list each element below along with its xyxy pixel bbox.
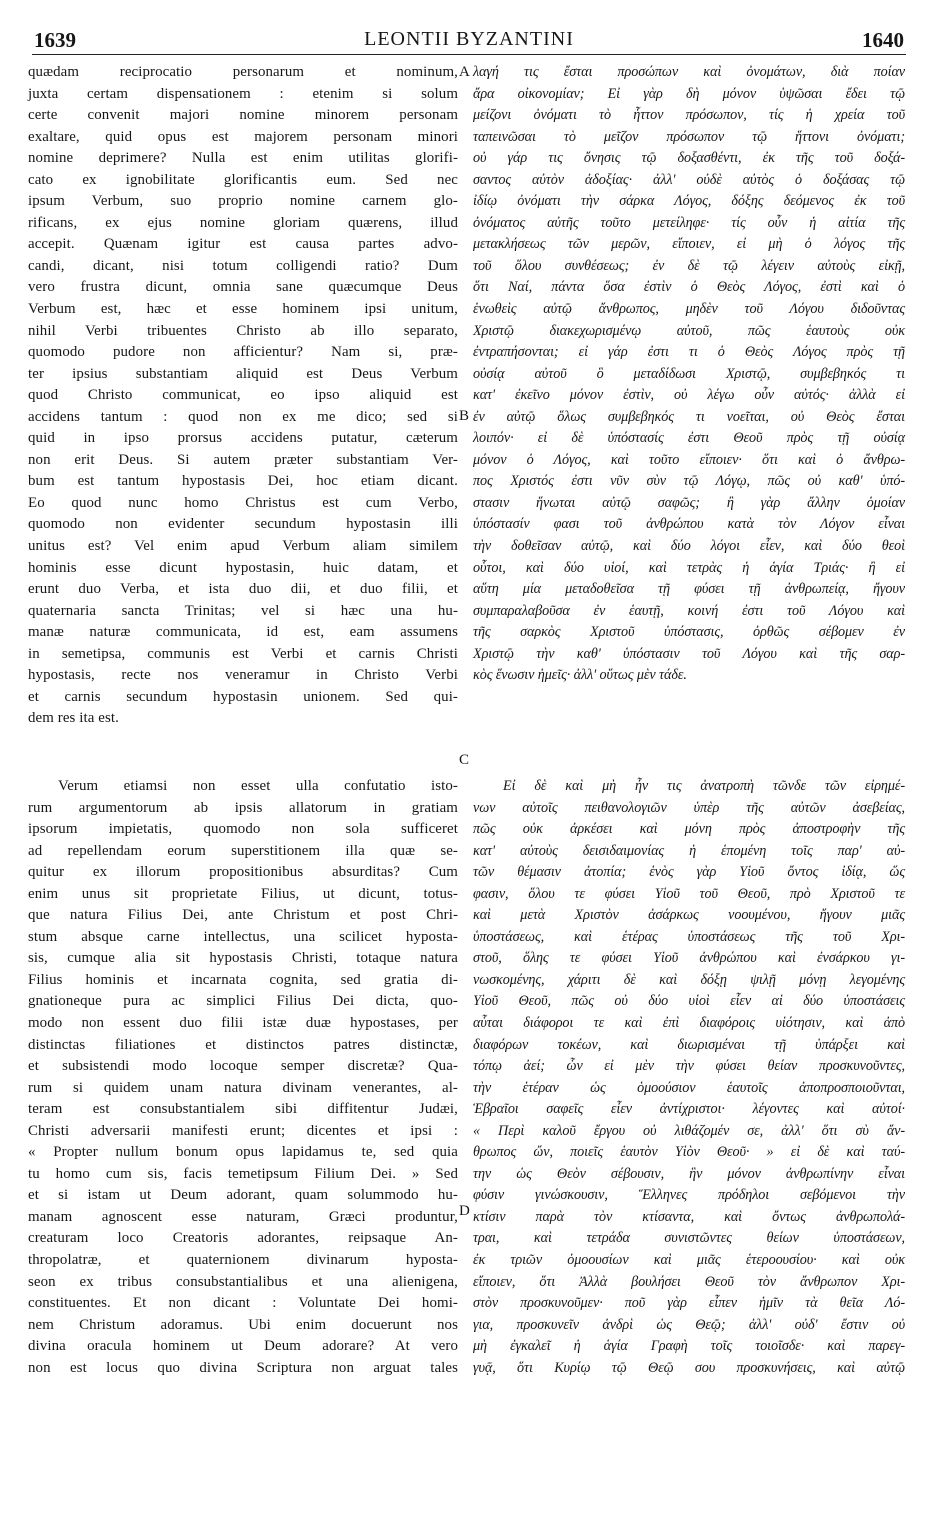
text-line: λαγή τις ἔσται προσώπων καὶ ὀνομάτων, διὰ ποίαν <box>473 64 905 80</box>
text-line: modo non essent duo filii istæ duæ hypostases, per <box>28 1015 458 1032</box>
text-line: γυᾷ, ὅτι Κυρίῳ τῷ Θεῷ σου προσκυνήσεις, καὶ αὐτῷ <box>473 1359 905 1376</box>
text-line: exaltare, quid opus est majorem personam minori <box>28 128 458 145</box>
text-line: Christi adversarii manifesti erunt; dicentes et ipsi : <box>28 1122 458 1139</box>
text-line: creaturam loco Creatoris adorantes, reipsaque An- <box>28 1230 458 1247</box>
text-line: Verbum est, hæc et esse hominem ipsi unitum, <box>28 301 458 318</box>
text-line: ἐντραπήσονται; εἰ γάρ ἐστι τι ὁ Θεὸς Λόγος πρὸς τῇ <box>473 344 905 361</box>
text-line: enim unus sit proprietate Filius, ut dicunt, totus- <box>28 885 458 902</box>
text-line: διαφόρων τοκέων, καὶ διωρισμέναι τῇ ὑπάρξει καὶ <box>473 1036 905 1053</box>
text-line: φύσιν γινώσκουσιν, Ἕλληνες πρόδηλοι σεβόμενοι τὴν <box>473 1187 905 1204</box>
text-line: Eo quod nunc homo Christus est cum Verbo, <box>28 494 458 511</box>
text-line: divina oracula hominem ut Deum adorare? At vero <box>28 1338 458 1355</box>
running-title: LEONTII BYZANTINI <box>364 28 574 50</box>
text-line: ipsum Verbum, suo proprio nomine carnem glo- <box>28 193 458 210</box>
text-line: τῶν θέμασιν ἀτοπία; ἑνὸς γὰρ Υἱοῦ ὄντος ἰδίᾳ, ὥς <box>473 864 905 881</box>
text-line: quædam reciprocatio personarum et nominum, <box>28 64 458 80</box>
text-line: quaternaria sancta Trinitas; vel si hæc una hu- <box>28 602 458 619</box>
greek-column-paragraph-1 <box>473 62 905 687</box>
text-line: πος Χριστός ἐστι νῦν σὺν τῷ Λόγῳ, πῶς οὐ καθ' ὑπό- <box>473 473 905 490</box>
text-line: καὶ μετὰ Χριστὸν ἀσάρκως νοουμένου, ἤγουν μιᾶς <box>473 907 905 924</box>
text-line: στασιν ἥνωται αὐτῷ σαφῶς; ἢ γὰρ ἄλλην ὁμοίαν <box>473 494 905 511</box>
text-line: accidens tantum : quod non ex me dico; sed si <box>28 408 458 425</box>
text-line: Verum etiamsi non esset ulla confutatio isto- <box>58 778 458 794</box>
text-line: manæ naturæ communicata, id est, eam assumens <box>28 624 458 641</box>
margin-marker-b: B <box>459 408 470 424</box>
text-line: nihil Verbi tribuentes Christo ab illo separato, <box>28 322 458 339</box>
text-line: τῆς σαρκὸς Χριστοῦ ὑπόστασις, ὀρθῶς σέβομεν ἐν <box>473 624 905 641</box>
text-line: ἐν αὐτῷ ὅλως συμβεβηκός τι νοεῖται, οὐ Θεὸς ἔσται <box>473 408 905 425</box>
text-line: ter ipsius substantiam aliquid est Deus Verbum <box>28 365 458 382</box>
text-line: hypostasis, recte nos veneramur in Christo Verbi <box>28 667 458 684</box>
latin-column-paragraph-2 <box>28 776 458 1379</box>
text-line: οὐσίᾳ αὐτοῦ ὃ μεταδίδωσι Χριστῷ, συμβεβηκός τι <box>473 365 905 382</box>
text-line: quitur ex illorum propositionibus absurditas? Cum <box>28 864 458 881</box>
text-line: για, προσκυνεῖν ἀνδρὶ ὡς Θεῷ; ἀλλ' οὐδ' ἔστιν οὐ <box>473 1316 905 1333</box>
text-line: τὴν δοθεῖσαν αὐτῷ, καὶ δύο λόγοι εἶεν, καὶ δύο θεοὶ <box>473 538 905 555</box>
text-line: dem res ita est. <box>28 710 119 727</box>
text-line: ὀνόματος αὐτῆς τοῦτο μετείληφε· τίς οὖν ἡ αἰτία τῆς <box>473 214 905 231</box>
text-line: et subsistendi modo locoque semper discretæ? Qua- <box>28 1058 458 1075</box>
text-line: Ἑβραῖοι σαφεῖς εἶεν ἀντίχριστοι· λέγοντες καὶ αὐτοί· <box>473 1101 905 1118</box>
text-line: αὕτη μία μεταδοθεῖσα τῇ φύσει τῇ ἀνθρωπείᾳ, ἤγουν <box>473 581 905 598</box>
text-line: manam agnoscent esse naturam, Græci produntur, <box>28 1208 458 1225</box>
text-line: quod Christo communicat, eo ipso aliquid est <box>28 387 458 404</box>
text-line: « Propter nullum bonum opus lapidamus te, sed quia <box>28 1144 458 1161</box>
text-line: sis, cumque alia sit hypostasis Christi, totaque natura <box>28 950 458 967</box>
text-line: quomodo pudore non afficientur? Nam si, præ- <box>28 344 458 361</box>
text-line: constituentes. Et non dicant : Voluntate Dei homi- <box>28 1295 458 1312</box>
margin-marker-c: C <box>459 752 470 768</box>
page-number-left: 1639 <box>34 28 76 52</box>
text-line: rum argumentorum ab ipsis allatorum in gratiam <box>28 799 458 816</box>
text-line: ἐκ τριῶν ὁμοουσίων καὶ μιᾶς ἑτεροουσίου· καὶ οὐκ <box>473 1252 905 1269</box>
text-line: juxta certam dispensationem : etenim si solum <box>28 85 458 102</box>
text-line: bum est tantum hypostasis Dei, hoc etiam dicant. <box>28 473 458 490</box>
text-line: αὗται διάφοροι τε καὶ ἐπὶ διαφόροις υἱότησιν, καὶ ἀπὸ <box>473 1015 905 1032</box>
text-line: κτίσιν παρὰ τὸν κτίσαντα, καὶ ὄντως ἀνθρωπολά- <box>473 1208 905 1225</box>
text-line: μετακλήσεως τῶν μερῶν, εἴποιεν, εἰ μὴ ὁ λόγος τῆς <box>473 236 905 253</box>
text-line: teram est consubstantialem sibi diffitentur Judæi, <box>28 1101 458 1118</box>
text-line: nomine deprimere? Nulla est enim utilitas glorifi- <box>28 150 458 167</box>
text-line: in semetipsa, communis est Verbi et carnis Christi <box>28 645 458 662</box>
text-line: ὑπόστασίν φασι τοῦ ἀνθρώπου κατὰ τὸν Λόγον εἶναι <box>473 516 905 533</box>
text-line: τόπῳ ἀεί; ὧν εἰ μὲν τὴν φύσει θείαν προσκυνοῦντες, <box>473 1058 905 1075</box>
text-line: ἑνωθεὶς αὐτῷ ἄνθρωπος, μηδὲν τοῦ Λόγου διδοῦντας <box>473 301 905 318</box>
text-line: rificans, ex ejus nomine gloriam quærens, illud <box>28 214 458 231</box>
text-line: ὑποστάσεως, καὶ ἑτέρας ὑποστάσεως τῆς τοῦ Χρι- <box>473 928 905 945</box>
text-line: φασιν, ὅλου τε φύσει Υἱοῦ τοῦ Θεοῦ, πρὸ Χριστοῦ τε <box>473 885 905 902</box>
greek-column-paragraph-2 <box>473 776 905 1379</box>
text-line: quid in ipso prorsus accidens putatur, cæterum <box>28 430 458 447</box>
text-line: οὐ γάρ τις ὄνησις τῷ δοξασθέντι, ἐκ τῆς τοῦ δοξά- <box>473 150 905 167</box>
text-line: τραι, καὶ τετράδα συνιστῶντες θείων ὑποστάσεων, <box>473 1230 905 1247</box>
text-line: et si istam ut Deum adorant, quam solummodo hu- <box>28 1187 458 1204</box>
text-line: κατ' ἐκεῖνο μόνον ἐστὶν, οὐ λέγω οὖν αὐτός· ἀλλὰ εἰ <box>473 387 905 404</box>
text-line: ὅτι Ναί, πάντα ὅσα ἐστὶν ὁ Θεὸς Λόγος, ἐστὶ καὶ ὁ <box>473 279 905 296</box>
text-line: quomodo non evidenter secundum hypostasin illi <box>28 516 458 533</box>
text-line: οὗτοι, καὶ δύο υἱοί, καὶ τετρὰς ἡ ἁγία Τριάς· ἢ εἰ <box>473 559 905 576</box>
text-line: erunt duo Verba, et ista duo dii, et duo filii, et <box>28 581 458 598</box>
text-line: non erit Deus. Si autem præter substantiam Ver- <box>28 451 458 468</box>
text-line: μὴ ἐγκαλεῖ ἡ ἁγία Γραφὴ τοῖς τοιοῖσδε· καὶ παρεγ- <box>473 1338 905 1355</box>
text-line: Filius hominis et incarnata cognita, sed gratia di- <box>28 971 458 988</box>
text-line: gnationeque pura ac simplici Filius Dei dicta, quo- <box>28 993 458 1010</box>
text-line: et carnis secundum hypostasin unionem. Sed qui- <box>28 688 458 705</box>
text-line: πῶς οὐκ ἀρκέσει καὶ μόνη πρὸς ἀποστροφὴν τῆς <box>473 821 905 838</box>
text-line: Εἰ δὲ καὶ μὴ ἦν τις ἀνατροπὴ τῶνδε τῶν εἰρημέ- <box>503 778 905 794</box>
text-line: νων αὐτοῖς πειθανολογιῶν ὑπὲρ τῆς αὐτῶν ἀσεβείας, <box>473 799 905 816</box>
text-line: την ὡς Θεὸν σέβουσιν, ἣν μόνον ἀνθρωπίνην εἶναι <box>473 1165 905 1182</box>
text-line: μείζονι ὀνόματι τὸ ἧττον πρόσωπον, τίς ἡ χρεία τοῦ <box>473 107 905 124</box>
text-line: certe convenit majori nomine minorem personam <box>28 107 458 124</box>
text-line: accepit. Quænam igitur est causa partes advo- <box>28 236 458 253</box>
text-line: que natura Filius Dei, ante Christum et post Chri- <box>28 907 458 924</box>
text-line: νωσκομένης, χάριτι δὲ καὶ δόξῃ ψιλῇ μόνῃ λεγομένης <box>473 971 905 988</box>
text-line: ταπεινῶσαι τὸ μεῖζον πρόσωπον τῷ ἥττονι ὀνόματι; <box>473 128 905 145</box>
text-line: Χριστῷ διακεχωρισμένῳ αὐτοῦ, πῶς ἑαυτοὺς οὐκ <box>473 322 905 339</box>
text-line: κατ' αὐτοὺς δεισιδαιμονίας ἡ ἑπομένη τοῖς παρ' αὐ- <box>473 842 905 859</box>
text-line: ἄρα οἰκονομίαν; Εἰ γὰρ δὴ μόνον ὑψῶσαι ἔδει τῷ <box>473 85 905 102</box>
text-line: συμπαραλαβοῦσα ἐν ἑαυτῇ, κοινή ἐστι τοῦ Λόγου καὶ <box>473 602 905 619</box>
text-line: τὴν ἑτέραν ὡς ὁμοούσιον ἑαυτοῖς ἀποπροσποιοῦνται, <box>473 1079 905 1096</box>
text-line: thropolatræ, et quaternionem divinarum hyposta- <box>28 1252 458 1269</box>
text-line: nem Christum adoramus. Ubi enim docuerunt nos <box>28 1316 458 1333</box>
page-number-right: 1640 <box>862 28 904 52</box>
text-line: Χριστῷ τὴν καθ' ὑπόστασιν τοῦ Λόγου καὶ τῆς σαρ- <box>473 645 905 662</box>
text-line: cato ex ignobilitate glorificantis eum. Sed nec <box>28 171 458 188</box>
text-line: non est locus quo divina Scriptura non arguat tales <box>28 1359 458 1376</box>
text-line: candi, dicant, nisi totum colligendi ratio? Dum <box>28 257 458 274</box>
text-line: ipsorum impietatis, quomodo non sola sufficeret <box>28 821 458 838</box>
text-line: rum si quidem unam natura divinam venerantes, al- <box>28 1079 458 1096</box>
text-line: στοῦ, ὅλης τε φύσει Υἱοῦ ἀνθρώπου καὶ ἐνσάρκου γι- <box>473 950 905 967</box>
text-line: vero frustra dicunt, omnia sane quæcumque Deus <box>28 279 458 296</box>
text-line: tu homo cum sis, facis temetipsum Filium Dei. » Sed <box>28 1165 458 1182</box>
text-line: ad repellendam eorum superstitionem illa quæ se- <box>28 842 458 859</box>
text-line: κὸς ἕνωσιν ἡμεῖς· ἀλλ' οὕτως μὲν τάδε. <box>473 667 687 684</box>
text-line: θρωπος ὤν, ποιεῖς ἑαυτὸν Υἱὸν Θεοῦ· » εἰ δὲ καὶ ταύ- <box>473 1144 905 1161</box>
text-line: Υἱοῦ Θεοῦ, πῶς οὐ δύο υἱοὶ εἶεν αἱ δύο ὑποστάσεις <box>473 993 905 1010</box>
text-line: ἰδίῳ ὀνόματι τὴν σάρκα Λόγος, δόξης δεόμενος ἐκ τοῦ <box>473 193 905 210</box>
text-line: λοιπόν· εἰ δὲ ὑπόστασίς ἐστι Θεοῦ πρὸς τῇ οὐσίᾳ <box>473 430 905 447</box>
text-line: μόνον ὁ Λόγος, καὶ τοῦτο εἴποιεν· ὅτι καὶ ὁ ἄνθρω- <box>473 451 905 468</box>
margin-marker-a: A <box>459 64 470 80</box>
text-line: stum absque carne intellectus, una scilicet hyposta- <box>28 928 458 945</box>
text-line: distinctas filiationes et distinctos patres distinctæ, <box>28 1036 458 1053</box>
text-line: στὸν προσκυνοῦμεν· ποῦ γὰρ εἶπεν ἡμῖν τὰ θεῖα Λό- <box>473 1295 905 1312</box>
text-line: σαντος αὐτὸν ἀδοξίας· ἀλλ' οὐδὲ αὐτὸς ὁ δοξάσας τῷ <box>473 171 905 188</box>
text-line: εἴποιεν, ὅτι Ἀλλὰ βουλήσει Θεοῦ τὸν ἄνθρωπον Χρι- <box>473 1273 905 1290</box>
text-line: unitus est? Vel enim apud Verbum aliam similem <box>28 538 458 555</box>
text-line: hominis esse dicunt hypostasin, huic datam, et <box>28 559 458 576</box>
margin-marker-d: D <box>459 1203 470 1219</box>
text-line: τοῦ ὅλου συνθέσεως; ἐν δὲ τῷ λέγειν αὐτοὺς εἰκῇ, <box>473 257 905 274</box>
text-line: « Περὶ καλοῦ ἔργου οὐ λιθάζομέν σε, ἀλλ' ὅτι σὺ ἄν- <box>473 1122 905 1139</box>
page-header <box>32 22 906 55</box>
text-line: seon ex tribus consubstantialibus et una alienigena, <box>28 1273 458 1290</box>
latin-column-paragraph-1 <box>28 62 458 730</box>
